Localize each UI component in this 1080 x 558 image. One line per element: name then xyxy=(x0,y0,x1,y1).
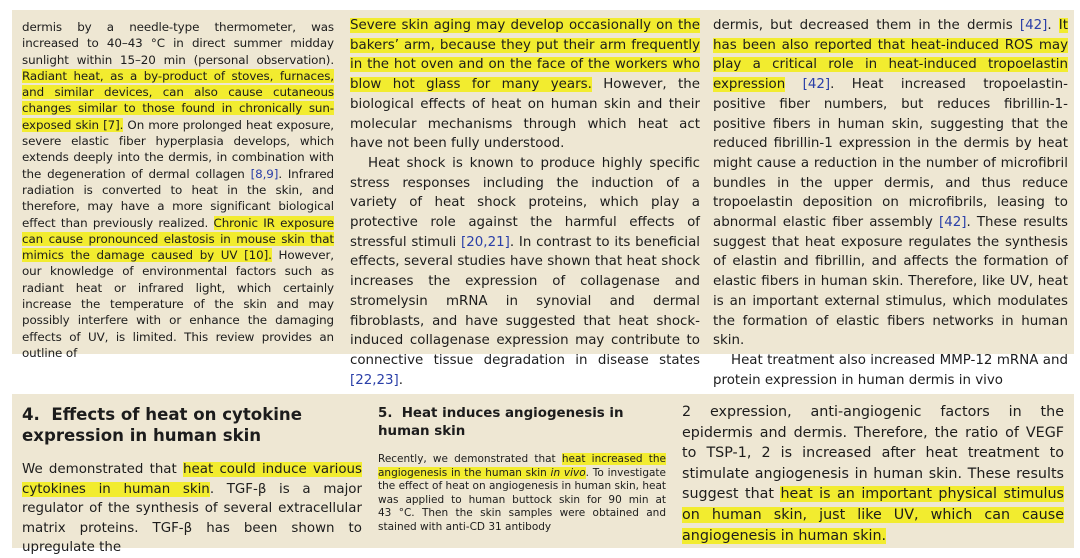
text-snippet-col6 xyxy=(673,394,1074,548)
reference-link[interactable]: [8,9] xyxy=(250,166,279,181)
body-text: On more prolonged heat exposure, severe elastic fiber hyperplasia develops, which extends deeply into the dermis, in combination with the degeneration of dermal collagen xyxy=(22,117,334,181)
body-text: . Infrared radiation is converted to heat in the skin, and therefore, may have a more significant biological effect than previously realized. xyxy=(22,166,334,230)
body-text: We demonstrated that xyxy=(22,462,184,477)
body-text: dermis, but decreased them in the dermis xyxy=(713,18,1020,33)
paragraph xyxy=(378,453,666,535)
text-snippet-col5 xyxy=(370,394,673,548)
highlighted-text: It has been also reported that heat-induced ROS may play a critical role in heat-induced tropoelastin expression xyxy=(713,18,1068,93)
highlighted-text: Chronic IR exposure can cause pronounced elastosis in mouse skin that mimics the damage caused by UV [10]. xyxy=(22,215,334,263)
body-text: However, our knowledge of environmental factors such as radiant heat or infrared light, which certainly increase the temperature of the skin and may possibly interfere with or enhance the damaging effects of UV, is limited. This review provides an outline of xyxy=(22,248,334,360)
text-snippet-col4 xyxy=(12,394,370,555)
highlighted-text: Severe skin aging may develop occasionally on the bakers’ arm, because they put their arm frequently in the hot oven and on the face of the workers who blow hot glass for many years. xyxy=(350,18,700,93)
body-text: Heat shock is known to produce highly specific stress responses including the induction of a variety of heat shock proteins, which play a protective role against the harmful effects of stressful stimuli xyxy=(350,155,700,250)
body-text: . In contrast to its beneficial effects, several studies have shown that heat shock increases the expression of collagenase and stromelysin mRNA in synovial and dermal fibroblasts, and have suggested that heat shock-induced collagenase expression may contribute to connective tissue degradation in disease states xyxy=(350,234,700,368)
body-text: Heat treatment also increased MMP-12 mRNA and protein expression in human dermis in vivo xyxy=(713,352,1068,388)
reference-link[interactable]: [42] xyxy=(802,77,831,93)
body-text: . xyxy=(398,372,404,388)
highlighted-text-part: heat increased the angiogenesis in the human skin xyxy=(378,453,666,479)
paragraph xyxy=(682,402,1064,546)
body-text: However, the biological effects of heat on human skin and their molecular mechanisms through which heat act have not been fully understood. xyxy=(350,77,700,152)
body-text: . To investigate the effect of heat on angiogenesis in human skin, heat was applied to human buttock skin for 90 min at 43 °C. Then the skin samples were obtained and stained with anti-CD 31 antibody xyxy=(378,466,666,533)
highlighted-text: heat could induce various cytokines in human skin xyxy=(22,462,362,497)
text-snippet-col2 xyxy=(344,10,706,388)
body-text: . Heat increased tropoelastin-positive fiber numbers, but reduces fibrillin-1-positive fibers in human skin, suggesting that the reduced fibrillin-1 expression in the dermis by heat might cause a reduction in the number of microfibril bundles in the upper dermis, and thus reduce tropoelastin deposition on microfibrils, leasing to abnormal elastic fiber assembly xyxy=(713,77,1068,231)
reference-link[interactable]: [42] xyxy=(1019,18,1048,33)
body-text: 2 expression, anti-angiogenic factors in the epidermis and dermis. Therefore, the ratio of VEGF to TSP-1, 2 is increased after heat treatment to stimulate angiogenesis in human skin. These results suggest that xyxy=(682,404,1064,503)
highlighted-text: Radiant heat, as a by-product of stoves, furnaces, and similar devices, can also cause cutaneous changes similar to those found in chronically sun-exposed skin [7]. xyxy=(22,68,334,132)
body-text: . TGF-β is a major regulator of the synthesis of several extracellular matrix proteins. TGF-β has been shown to upregulate the xyxy=(22,481,362,555)
highlighted-text: heat is an important physical stimulus on human skin, just like UV, which can cause angiogenesis in human skin. xyxy=(682,486,1064,544)
paragraph xyxy=(350,16,700,154)
italic-text: in vivo xyxy=(550,466,586,479)
section-heading: 5. Heat induces angiogenesis in human skin xyxy=(378,406,624,439)
reference-link[interactable]: [42] xyxy=(938,215,967,231)
body-text: . xyxy=(1047,18,1059,33)
body-text: . These results suggest that heat exposure regulates the synthesis of elastin and fibrillin, and affects the formation of elastic fibers in human skin. Therefore, like UV, heat is an important external stimulus, which modulates the formation of elastic fibers networks in human skin. xyxy=(713,215,1069,349)
paragraph xyxy=(713,351,1068,390)
paragraph xyxy=(350,154,700,390)
reference-link[interactable]: [22,23] xyxy=(350,372,399,388)
body-text: Recently, we demonstrated that xyxy=(378,453,562,465)
body-text xyxy=(785,77,802,92)
paragraph xyxy=(713,16,1068,351)
text-snippet-col1 xyxy=(12,10,344,360)
paragraph xyxy=(22,460,362,558)
section-heading: 4. Effects of heat on cytokine expression in human skin xyxy=(22,405,302,445)
body-text: dermis by a needle-type thermometer, was increased to 40–43 °C in direct summer midday sunlight within 15–20 min (personal observation). xyxy=(22,20,334,67)
text-snippet-col3 xyxy=(706,10,1074,388)
paragraph xyxy=(22,19,334,361)
reference-link[interactable]: [20,21] xyxy=(461,234,510,250)
